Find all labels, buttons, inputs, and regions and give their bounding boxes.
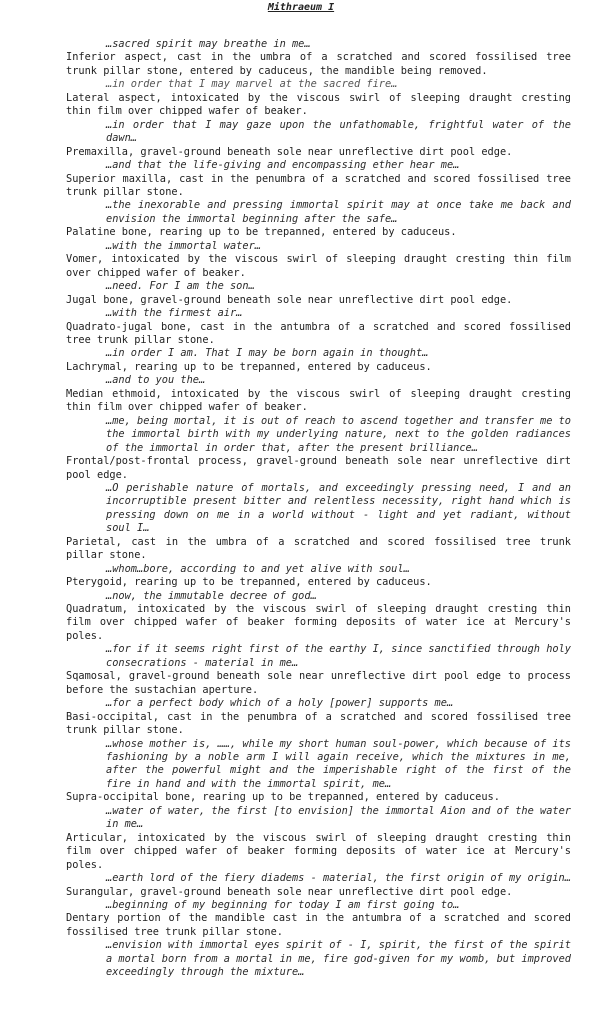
invocation-line: …whom…bore, according to and yet alive with soul… [106, 562, 410, 575]
invocation-line: …need. For I am the son… [106, 280, 255, 293]
invocation-line: …in order that I may gaze upon the unfathomable, frightful water of the dawn… [106, 118, 571, 145]
invocation-line: …and to you the… [106, 374, 206, 387]
invocation-line: …in order I am. That I may be born again in thought… [106, 347, 429, 360]
anatomy-line: Surangular, gravel-ground beneath sole near unreflective dirt pool edge. [66, 885, 513, 898]
invocation-line: …in order that I may marvel at the sacred fire… [106, 78, 398, 91]
invocation-line: …me, being mortal, it is out of reach to ascend together and transfer me to the immortal birth with my underlying nature, next to the golden radiances of the immortal in order that, after the present brilliance… [106, 414, 571, 454]
anatomy-line: Median ethmoid, intoxicated by the viscous swirl of sleeping draught cresting thin film over chipped wafer of beaker. [66, 387, 571, 414]
invocation-line: …sacred spirit may breathe in me… [106, 38, 311, 50]
anatomy-line: Quadratum, intoxicated by the viscous swirl of sleeping draught cresting thin film over chipped wafer of beaker forming deposits of water ice at Mercury's poles. [66, 603, 571, 642]
invocation-line: …with the firmest air… [106, 307, 243, 320]
anatomy-line: Inferior aspect, cast in the umbra of a scratched and scored fossilised tree trunk pillar stone, entered by caduceus, the mandible being removed. [66, 51, 571, 77]
invocation-line: …now, the immutable decree of god… [106, 589, 317, 602]
anatomy-line: Jugal bone, gravel-ground beneath sole near unreflective dirt pool edge. [66, 293, 513, 306]
anatomy-line: Superior maxilla, cast in the penumbra of a scratched and scored fossilised tree trunk pillar stone. [66, 172, 571, 198]
invocation-line: …beginning of my beginning for today I am first going to… [106, 899, 460, 911]
invocation-line: …O perishable nature of mortals, and exceedingly pressing need, I and an incorruptible present bitter and relentless necessity, right hand which is pressing down on me in a world without - light and yet radiant, without soul I… [106, 481, 571, 535]
anatomy-line: Sqamosal, gravel-ground beneath sole near unreflective dirt pool edge to process before the sustachian aperture. [66, 670, 571, 696]
anatomy-line: Vomer, intoxicated by the viscous swirl of sleeping draught cresting thin film over chipped wafer of beaker. [66, 253, 571, 279]
anatomy-line: Premaxilla, gravel-ground beneath sole near unreflective dirt pool edge. [66, 145, 513, 158]
anatomy-line: Quadrato-jugal bone, cast in the antumbra of a scratched and scored fossilised tree trunk pillar stone. [66, 320, 571, 346]
anatomy-line: Pterygoid, rearing up to be trepanned, entered by caduceus. [66, 576, 432, 589]
invocation-line: …earth lord of the fiery diadems - material, the first origin of my origin… [106, 872, 571, 885]
anatomy-line: Parietal, cast in the umbra of a scratched and scored fossilised tree trunk pillar stone. [66, 535, 571, 562]
invocation-line: …whose mother is, ……, while my short human soul-power, which because of its fashioning by a noble arm I will again receive, which the mixtures in me, after the powerful might and the imperishable right of the first of the fire in hand and with the immortal spirit, me… [106, 737, 571, 790]
invocation-line: …the inexorable and pressing immortal spirit may at once take me back and envision the immortal beginning after the safe… [106, 199, 571, 225]
anatomy-line: Dentary portion of the mandible cast in the antumbra of a scratched and scored fossilised tree trunk pillar stone. [66, 912, 571, 938]
anatomy-line: Lachrymal, rearing up to be trepanned, entered by caduceus. [66, 360, 432, 373]
invocation-line: …for a perfect body which of a holy [power] supports me… [106, 697, 454, 710]
anatomy-line: Basi-occipital, cast in the penumbra of a scratched and scored fossilised tree trunk pillar stone. [66, 710, 571, 737]
invocation-line: …for if it seems right first of the earthy I, since sanctified through holy consecrations - material in me… [106, 643, 571, 669]
anatomy-line: Lateral aspect, intoxicated by the viscous swirl of sleeping draught cresting thin film over chipped wafer of beaker. [66, 91, 571, 118]
invocation-line: …envision with immortal eyes spirit of - I, spirit, the first of the spirit a mortal born from a mortal in me, fire god-given for my womb, but improved exceedingly through the mixture… [106, 939, 571, 979]
invocation-line: …and that the life-giving and encompassing ether hear me… [106, 159, 460, 172]
invocation-line: …with the immortal water… [106, 239, 261, 252]
anatomy-line: Supra-occipital bone, rearing up to be trepanned, entered by caduceus. [66, 791, 500, 804]
page-title: Mithraeum I [267, 2, 335, 13]
anatomy-line: Articular, intoxicated by the viscous swirl of sleeping draught cresting thin film over chipped wafer of beaker forming deposits of water ice at Mercury's poles. [66, 831, 571, 871]
invocation-line: …water of water, the first [to envision] the immortal Aion and of the water in me… [106, 804, 571, 831]
anatomy-line: Frontal/post-frontal process, gravel-ground beneath sole near unreflective dirt pool edge. [66, 455, 571, 481]
anatomy-line: Palatine bone, rearing up to be trepanned, entered by caduceus. [66, 226, 457, 239]
poem-body [66, 38, 571, 980]
